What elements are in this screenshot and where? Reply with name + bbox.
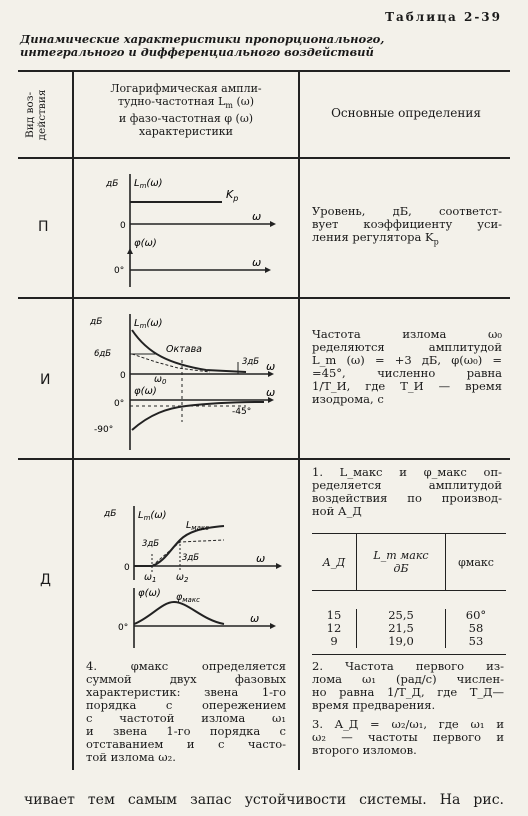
d-db-label: дБ — [104, 509, 117, 519]
p-zero: 0 — [120, 221, 126, 231]
header-col3: Основные определения — [331, 106, 481, 120]
graph-p — [100, 162, 280, 292]
d-table-col1: 15 12 9 — [312, 609, 357, 648]
definition-i: Частота излома ω₀ ределяются амплитудой L_m (ω) = +3 дБ, φ(ω₀) = =45°, численно равна 1/T_И, где T_И — время изодрома, с — [312, 327, 502, 406]
definition-d-1: 1. L_макс и φ_макс оп- ределяется амплитудой воздействия по производ- ной А_Д — [312, 465, 502, 518]
d-phi-label: φ(ω) — [138, 588, 161, 599]
table-title-line1: Динамические характеристики пропорционального, — [20, 32, 385, 46]
i-6db: 6дБ — [94, 349, 112, 359]
i-zero-deg: 0° — [114, 399, 125, 409]
p-phi-label: φ(ω) — [134, 238, 157, 249]
d-zero: 0 — [124, 563, 130, 573]
d-lm-label: $L_m(\omega)$ — [138, 510, 167, 522]
table-title — [20, 33, 440, 59]
d-lmax-label: $L_{макс}$ — [186, 520, 209, 532]
d-table-h1: A_Д — [312, 534, 357, 590]
column-rule-1 — [72, 70, 74, 770]
i-omega-2: ω — [266, 386, 276, 399]
i-db-label: дБ — [90, 317, 103, 327]
d-3db-b: 3дБ — [182, 553, 200, 563]
i-octave: Октава — [166, 344, 202, 355]
d-omega-2: ω — [250, 612, 260, 625]
d-table-col3: 60° 58 53 — [465, 608, 487, 648]
definition-d-2: 2. Частота первого из- лома ω₁ (рад/с) числен- но равна 1/T_Д, где T_Д— время предварения. — [312, 659, 504, 712]
d-omega2: $\omega_2$ — [176, 572, 189, 584]
d-param-table-header — [312, 533, 506, 591]
d-table-col2: 25,5 21,5 19,0 — [357, 609, 446, 648]
header-col2-line3: и фазо-частотная φ (ω) — [118, 112, 254, 126]
footer-text: чивает тем самым запас устойчивости системы. На рис. — [24, 792, 504, 808]
d-omega: ω — [256, 552, 266, 565]
row-rule-1 — [18, 297, 510, 299]
header-rule — [18, 157, 510, 159]
p-omega: ω — [252, 210, 262, 223]
header-col2 — [78, 82, 294, 138]
d-table-h3: φмакс — [458, 555, 494, 569]
graph-d — [100, 500, 290, 650]
i-omega0: $\omega_0$ — [154, 374, 167, 386]
header-col2-line2: тудно-частотная $L_m$ (ω) — [117, 95, 255, 111]
definition-p: Уровень, дБ, соответст- вует коэффициенту уси- ления регулятора $K_p$ — [312, 204, 502, 247]
table-title-line2: интегрального и дифференциального воздействий — [20, 45, 374, 59]
header-col1: Вид воз- действия — [24, 89, 48, 141]
header-col2-line1: Логарифмическая ампли- — [110, 82, 262, 95]
p-db-label: дБ — [106, 179, 119, 189]
i-45deg: -45° — [232, 407, 252, 417]
note-4: 4. φмакс определяется суммой двух фазовых характеристик: звена 1-го порядка с опережением с частотой излома ω₁ и звена 1-го порядка с отставанием и с часто- той излома ω₂. — [86, 659, 286, 764]
row-label-i: И — [40, 372, 51, 388]
graph-i — [86, 302, 286, 454]
p-zero-deg: 0° — [114, 266, 125, 276]
header-col2-line4: характеристики — [139, 125, 233, 139]
i-omega: ω — [266, 360, 276, 373]
i-phi-label: φ(ω) — [134, 386, 157, 397]
row-label-d: Д — [40, 572, 51, 588]
p-omega-2: ω — [252, 256, 262, 269]
i-90deg: -90° — [94, 425, 114, 435]
i-lm-label: $L_m(\omega)$ — [134, 318, 163, 330]
p-lm-label: $L_m(\omega)$ — [134, 178, 163, 190]
d-table-h2: L_m макс дБ — [357, 534, 446, 590]
d-omega1: $\omega_1$ — [144, 572, 157, 584]
i-3db: 3дБ — [242, 357, 260, 367]
p-kp-label: $K_p$ — [226, 188, 239, 203]
table-number: Таблица 2-39 — [385, 10, 502, 24]
d-param-table — [312, 533, 506, 655]
d-param-table-body — [312, 591, 506, 655]
row-label-p: П — [38, 219, 49, 235]
i-zero: 0 — [120, 371, 126, 381]
definition-d-3: 3. A_Д = ω₂/ω₁, где ω₁ и ω₂ — частоты первого и второго изломов. — [312, 717, 504, 757]
header-col1-cell — [20, 80, 70, 152]
d-3db-a: 3дБ — [142, 539, 160, 549]
table-top-rule — [18, 70, 510, 72]
d-phimax-label: $\varphi_{макс}$ — [176, 592, 200, 604]
row-rule-2 — [18, 458, 510, 460]
column-rule-2 — [298, 70, 300, 770]
d-zero-deg: 0° — [118, 623, 129, 633]
